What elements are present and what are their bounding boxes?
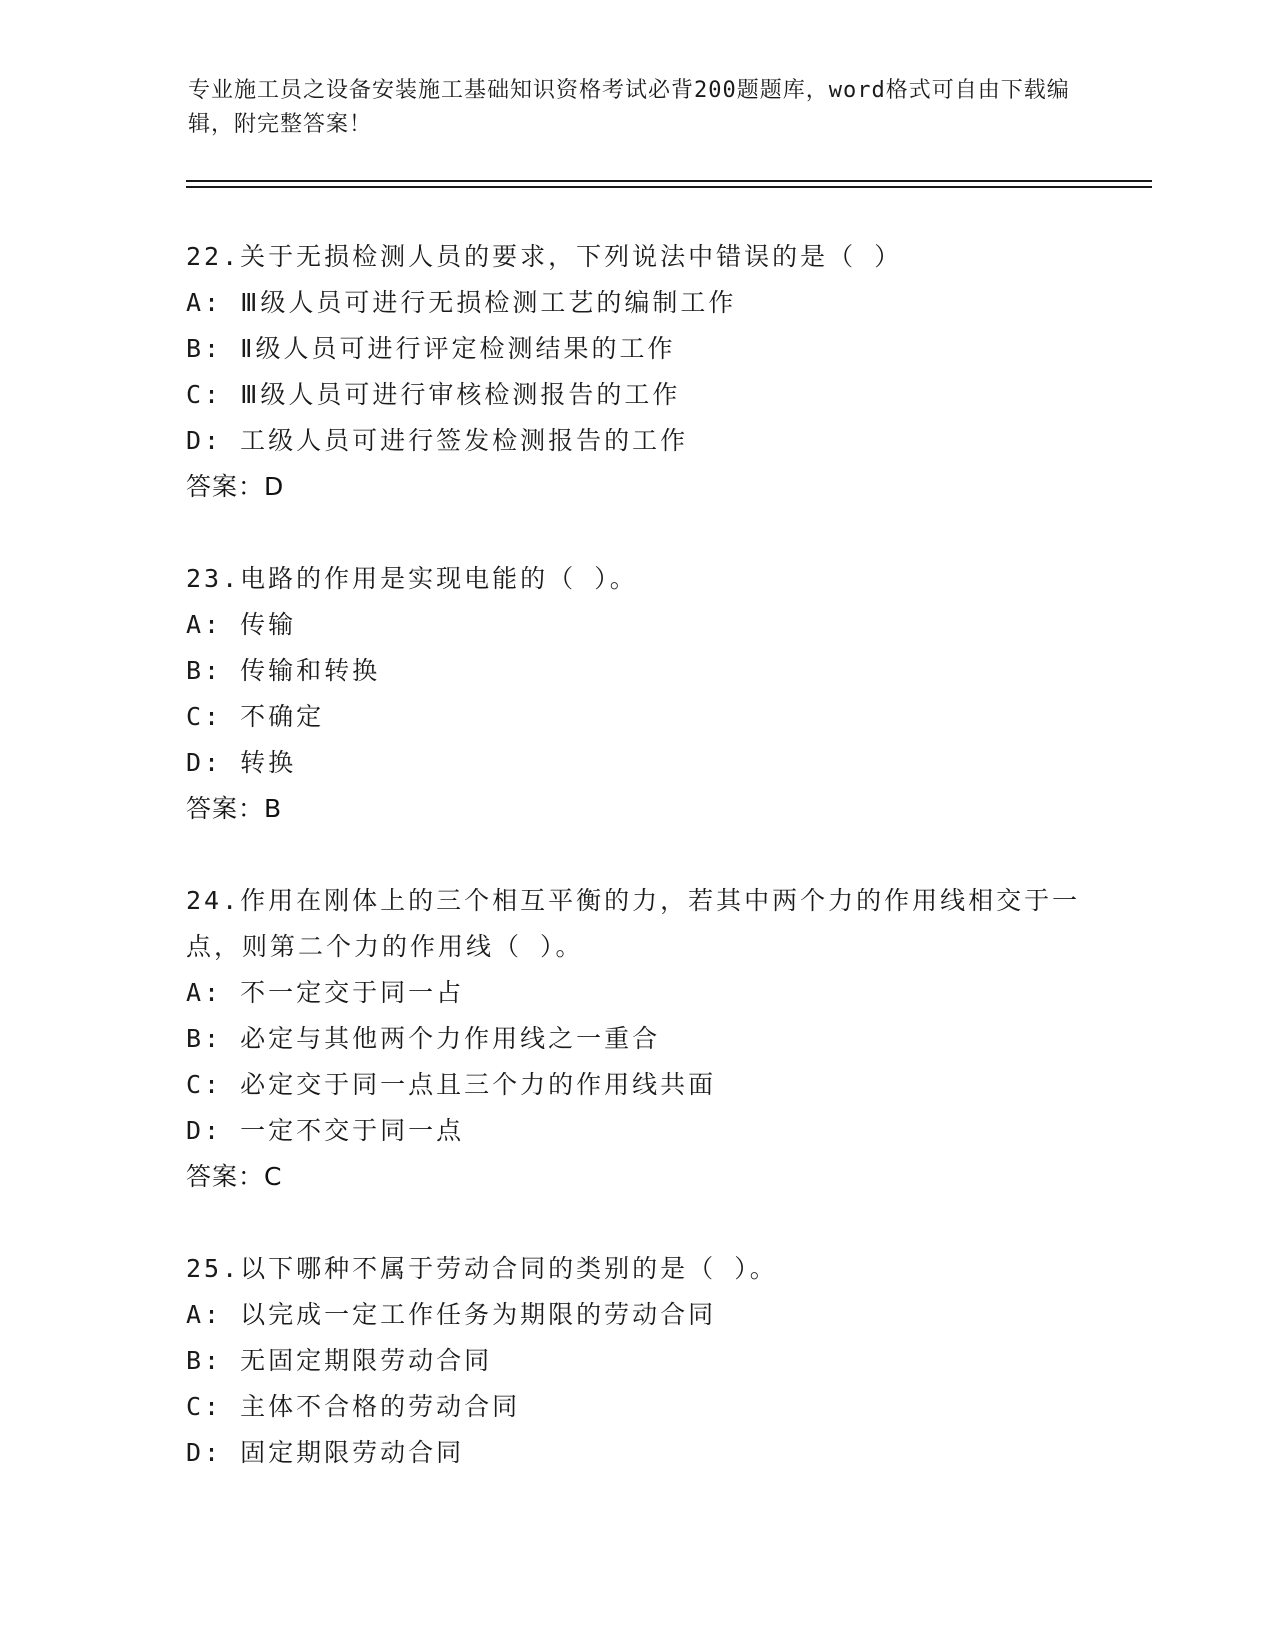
header-divider-bottom [186, 186, 1152, 188]
header-divider-top [186, 180, 1152, 182]
question-stem: 23.电路的作用是实现电能的（ ）。 [186, 564, 638, 593]
question-25 [186, 1246, 1086, 1476]
answer-text: 答案：D [186, 472, 285, 501]
header-text: 专业施工员之设备安装施工基础知识资格考试必背200题题库，word格式可自由下载编辑，附完整答案！ [188, 78, 1070, 137]
option-d: D: 工级人员可进行签发检测报告的工作 [186, 426, 689, 455]
question-23 [186, 556, 1086, 832]
question-24 [186, 878, 1086, 1200]
option-c: C: 主体不合格的劳动合同 [186, 1392, 521, 1421]
question-22 [186, 234, 1086, 510]
option-b: B: Ⅱ级人员可进行评定检测结果的工作 [186, 334, 676, 363]
option-c: C: 必定交于同一点且三个力的作用线共面 [186, 1070, 717, 1099]
option-a: A: Ⅲ级人员可进行无损检测工艺的编制工作 [186, 288, 737, 317]
option-d: D: 固定期限劳动合同 [186, 1438, 465, 1467]
option-d: D: 一定不交于同一点 [186, 1116, 465, 1145]
document-header [188, 74, 1088, 142]
option-b: B: 必定与其他两个力作用线之一重合 [186, 1024, 661, 1053]
option-a: A: 以完成一定工作任务为期限的劳动合同 [186, 1300, 717, 1329]
option-b: B: 无固定期限劳动合同 [186, 1346, 493, 1375]
option-c: C: Ⅲ级人员可进行审核检测报告的工作 [186, 380, 681, 409]
option-a: A: 不一定交于同一占 [186, 978, 465, 1007]
option-a: A: 传输 [186, 610, 297, 639]
question-list [186, 234, 1086, 1522]
answer-text: 答案：C [186, 1162, 283, 1191]
option-d: D: 转换 [186, 748, 297, 777]
question-stem: 22.关于无损检测人员的要求，下列说法中错误的是（ ） [186, 242, 903, 271]
option-b: B: 传输和转换 [186, 656, 381, 685]
question-stem: 24.作用在刚体上的三个相互平衡的力，若其中两个力的作用线相交于一点，则第二个力的作用线（ ）。 [186, 886, 1081, 961]
option-c: C: 不确定 [186, 702, 325, 731]
question-stem: 25.以下哪种不属于劳动合同的类别的是（ ）。 [186, 1254, 778, 1283]
answer-text: 答案：B [186, 794, 283, 823]
